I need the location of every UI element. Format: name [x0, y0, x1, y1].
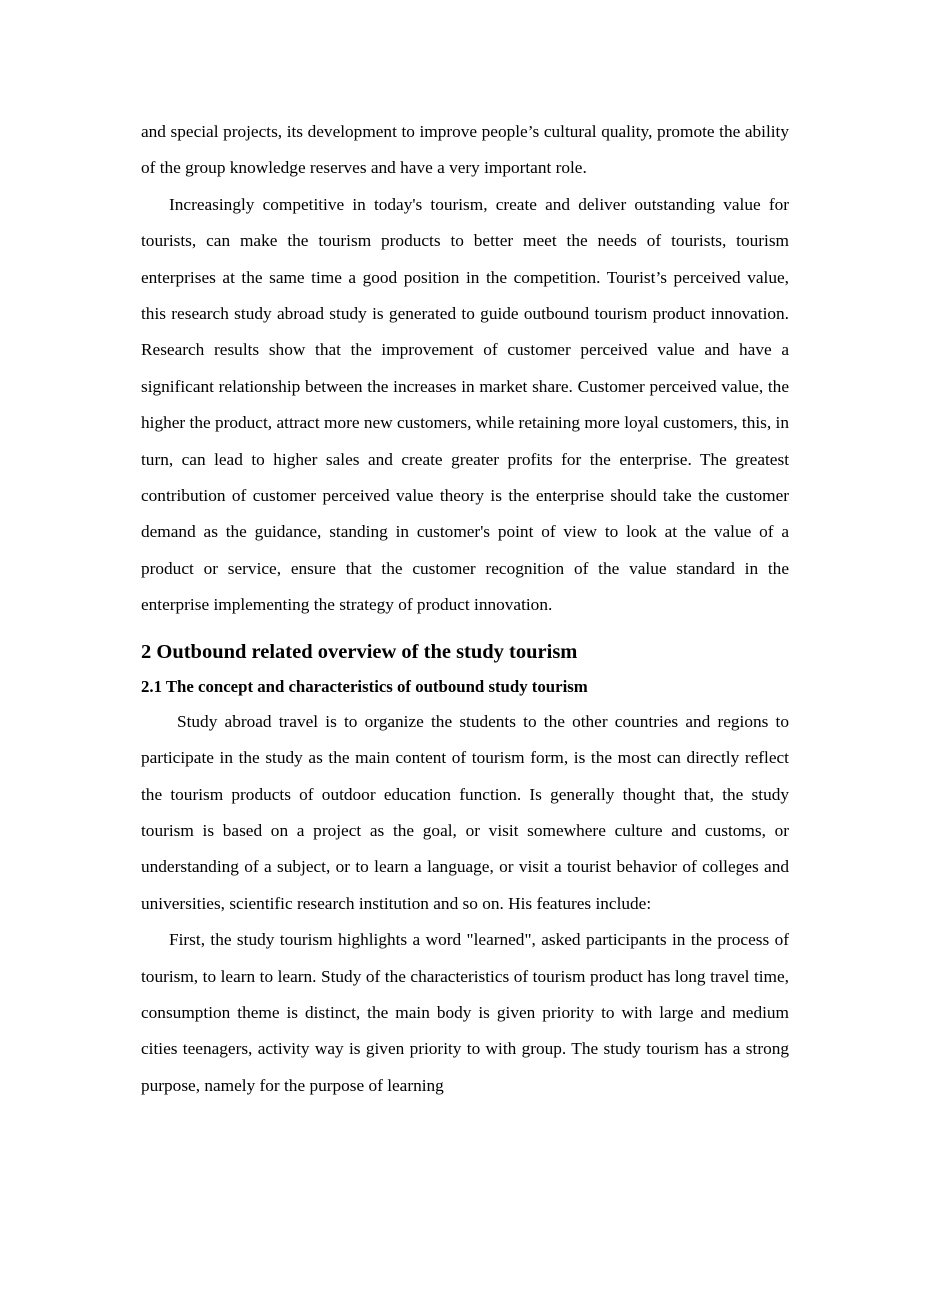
paragraph-perceived-value: Increasingly competitive in today's tourism, create and deliver outstanding value for tourists, can make the tourism products to better meet the needs of tourists, tourism enterprises at the same time a good position in the competition. Tourist’s perceived value, this research study abroad study is generated to guide outbound tourism product innovation. Research results show that the improvement of customer perceived value and have a significant relationship between the increases in market share. Customer perceived value, the higher the product, attract more new customers, while retaining more loyal customers, this, in turn, can lead to higher sales and create greater profits for the enterprise. The greatest contribution of customer perceived value theory is the enterprise should take the customer demand as the guidance, standing in customer's point of view to look at the value of a product or service, ensure that the customer recognition of the value standard in the enterprise implementing the strategy of product innovation.	[141, 194, 789, 615]
document-page	[141, 114, 789, 1104]
paragraph-continuation: and special projects, its development to improve people’s cultural quality, promote the ability of the group knowledge reserves and have a very important role.	[141, 122, 789, 178]
section-heading-2: 2 Outbound related overview of the study tourism	[141, 640, 578, 663]
paragraph-features-first: First, the study tourism highlights a word "learned", asked participants in the process of tourism, to learn to learn. Study of the characteristics of tourism product has long travel time, consumption theme is distinct, the main body is given priority to with large and medium cities teenagers, activity way is given priority to with group. The study tourism has a strong purpose, namely for the purpose of learning	[141, 930, 789, 1095]
subsection-heading-2-1: 2.1 The concept and characteristics of outbound study tourism	[141, 676, 588, 696]
paragraph-study-abroad-travel: Study abroad travel is to organize the students to the other countries and regions to participate in the study as the main content of tourism form, is the most can directly reflect the tourism products of outdoor education function. Is generally thought that, the study tourism is based on a project as the goal, or visit somewhere culture and customs, or understanding of a subject, or to learn a language, or visit a tourist behavior of colleges and universities, scientific research institution and so on. His features include:	[141, 711, 789, 913]
